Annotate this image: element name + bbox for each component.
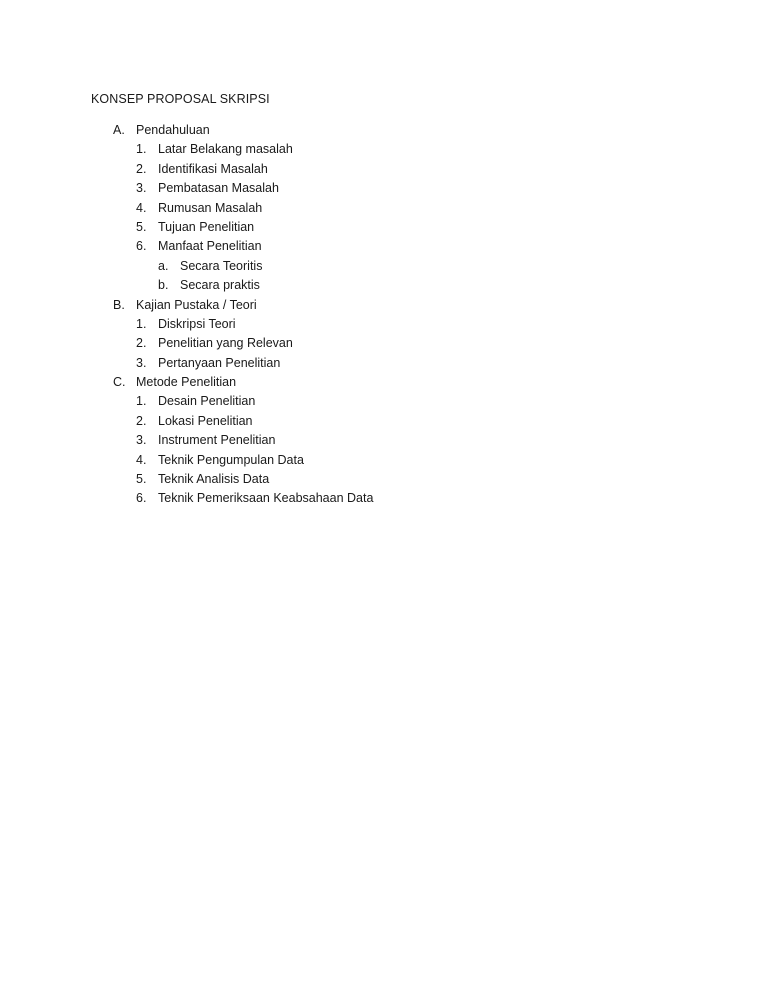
section-marker: A. (113, 123, 125, 137)
item-label: Instrument Penelitian (158, 433, 276, 448)
item-marker: 4. (136, 200, 147, 215)
item-label: Diskripsi Teori (158, 316, 236, 331)
item-label: Desain Penelitian (158, 394, 256, 409)
section-label: Kajian Pustaka / Teori (136, 297, 257, 312)
item-marker: 2. (136, 161, 147, 176)
list-item (0, 354, 768, 373)
sub-list-item (0, 257, 768, 276)
item-label: Teknik Pemeriksaan Keabsahaan Data (158, 491, 374, 506)
item-label: Tujuan Penelitian (158, 219, 255, 234)
subitem-label: Secara praktis (180, 278, 260, 293)
item-label: Pembatasan Masalah (158, 181, 279, 196)
list-item (0, 315, 768, 334)
item-marker: 4. (136, 452, 147, 467)
item-marker: 2. (136, 413, 147, 428)
section-heading (0, 296, 768, 315)
subitem-marker: a. (158, 258, 169, 273)
item-marker: 2. (136, 336, 147, 351)
list-item (0, 140, 768, 159)
sub-list-item (0, 276, 768, 295)
list-item (0, 160, 768, 179)
list-item (0, 489, 768, 508)
item-marker: 5. (136, 219, 147, 234)
subitem-label: Secara Teoritis (180, 258, 263, 273)
item-label: Lokasi Penelitian (158, 413, 253, 428)
section-label: Metode Penelitian (136, 375, 237, 390)
item-marker: 3. (136, 355, 147, 370)
item-label: Teknik Pengumpulan Data (158, 452, 304, 467)
list-item (0, 334, 768, 353)
item-label: Teknik Analisis Data (158, 472, 270, 487)
outline (0, 121, 768, 509)
list-item (0, 218, 768, 237)
section-marker: B. (113, 297, 125, 312)
section-marker: C. (113, 375, 126, 390)
item-marker: 5. (136, 472, 147, 487)
list-item (0, 199, 768, 218)
item-marker: 3. (136, 181, 147, 196)
item-marker: 1. (136, 394, 147, 409)
item-marker: 1. (136, 316, 147, 331)
section-heading (0, 121, 768, 140)
item-marker: 1. (136, 142, 147, 157)
item-label: Pertanyaan Penelitian (158, 355, 281, 370)
section-label: Pendahuluan (136, 123, 210, 137)
list-item (0, 431, 768, 450)
item-label: Manfaat Penelitian (158, 239, 262, 254)
list-item (0, 237, 768, 256)
item-label: Rumusan Masalah (158, 200, 263, 215)
item-label: Latar Belakang masalah (158, 142, 293, 157)
item-label: Penelitian yang Relevan (158, 336, 293, 351)
list-item (0, 412, 768, 431)
list-item (0, 451, 768, 470)
section-heading (0, 373, 768, 392)
subitem-marker: b. (158, 278, 169, 293)
item-marker: 6. (136, 491, 147, 506)
item-marker: 6. (136, 239, 147, 254)
item-label: Identifikasi Masalah (158, 161, 268, 176)
list-item (0, 470, 768, 489)
list-item (0, 179, 768, 198)
item-marker: 3. (136, 433, 147, 448)
document-title: KONSEP PROPOSAL SKRIPSI (91, 92, 270, 106)
list-item (0, 392, 768, 411)
